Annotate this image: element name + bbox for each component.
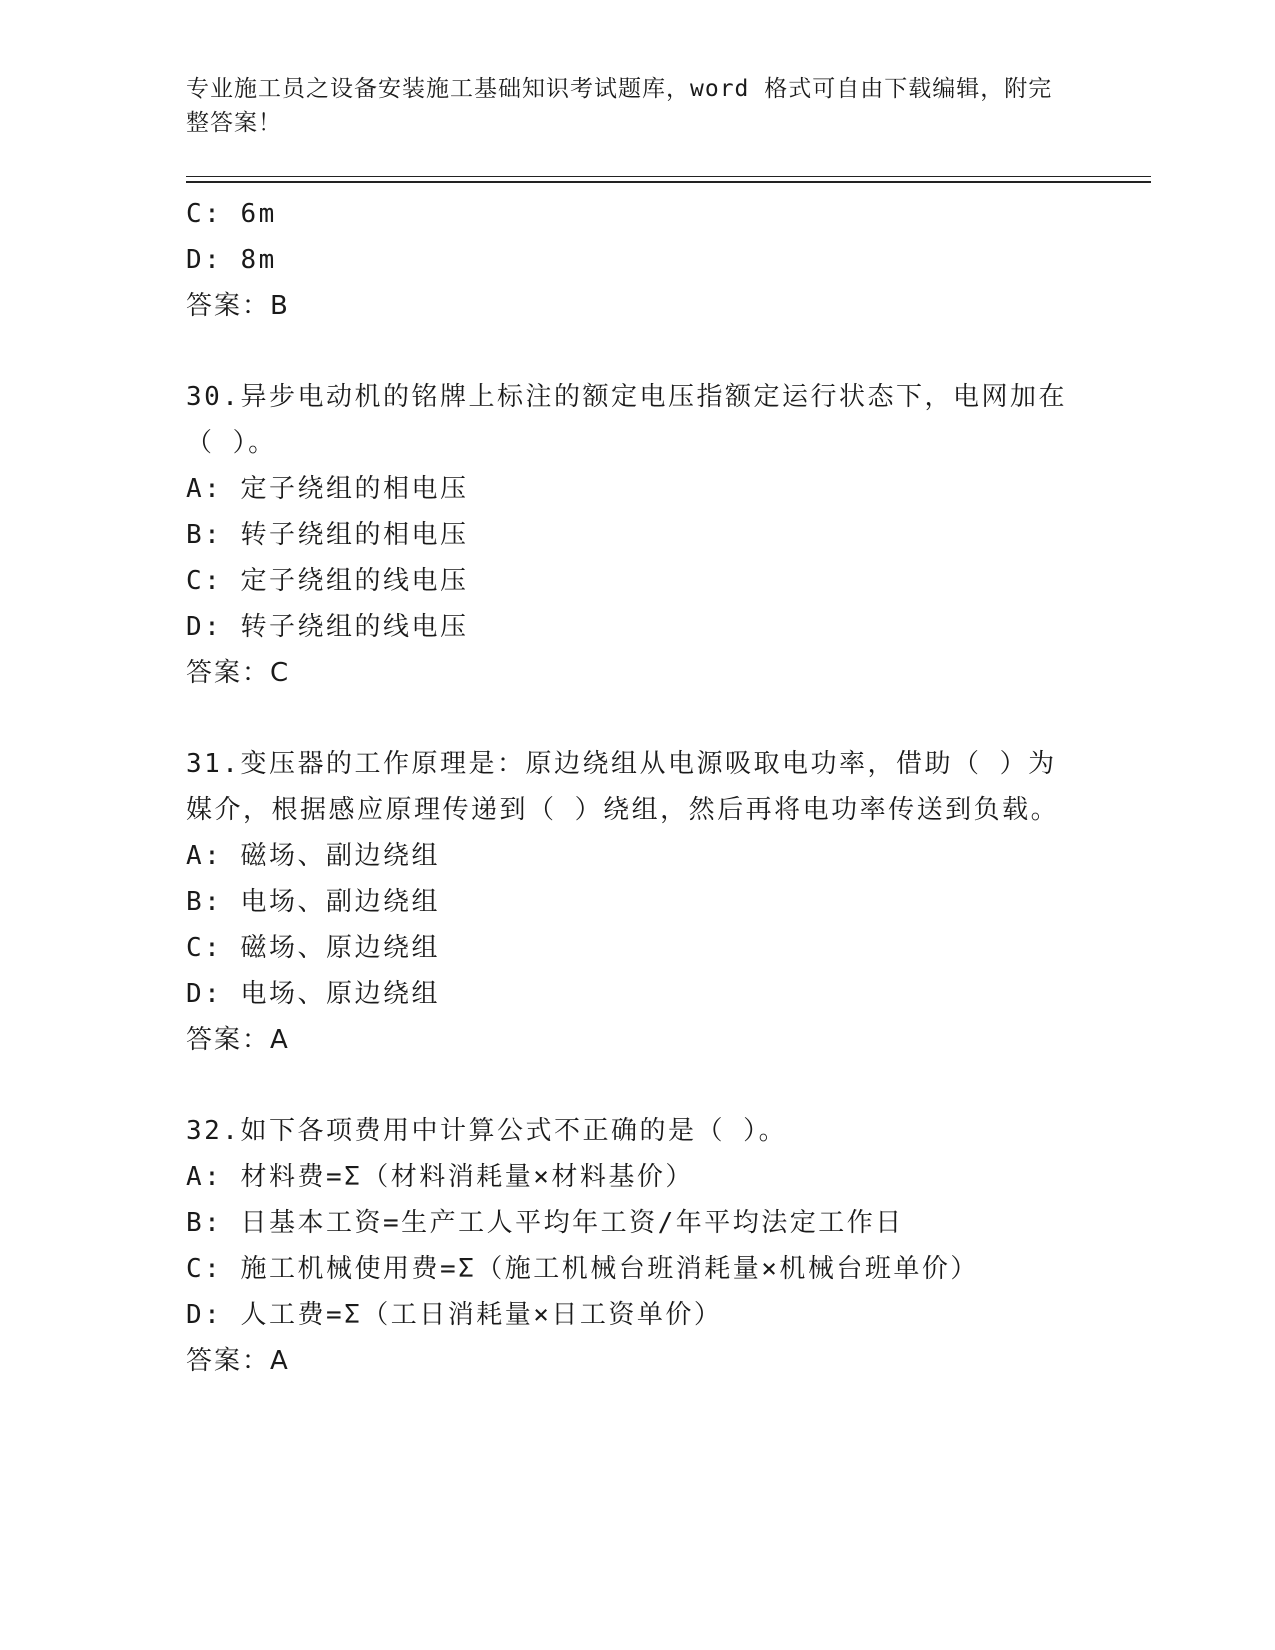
spacer	[186, 329, 1116, 374]
question-29-tail	[186, 191, 1116, 329]
option-b: B: 电场、副边绕组	[186, 887, 440, 917]
answer-line: 答案：C	[186, 658, 291, 688]
answer-line: 答案：A	[186, 1025, 290, 1055]
option-c: C: 定子绕组的线电压	[186, 566, 469, 596]
option-a: A: 材料费=Σ（材料消耗量×材料基价）	[186, 1162, 694, 1192]
question-stem-cont: （ ）。	[186, 428, 277, 458]
document-header	[186, 72, 1086, 140]
question-stem-cont: 媒介，根据感应原理传递到（ ）绕组，然后再将电功率传送到负载。	[186, 795, 1060, 825]
question-stem: 32.如下各项费用中计算公式不正确的是（ ）。	[186, 1116, 788, 1146]
question-30	[186, 374, 1116, 696]
option-b: B: 转子绕组的相电压	[186, 520, 469, 550]
header-divider-thick	[186, 181, 1151, 183]
option-c: C: 施工机械使用费=Σ（施工机械台班消耗量×机械台班单价）	[186, 1254, 979, 1284]
header-line-1: 专业施工员之设备安装施工基础知识考试题库，word 格式可自由下载编辑，附完	[186, 76, 1053, 102]
option-d: D: 8m	[186, 245, 277, 275]
question-stem: 30.异步电动机的铭牌上标注的额定电压指额定运行状态下，电网加在	[186, 382, 1067, 412]
option-a: A: 磁场、副边绕组	[186, 841, 440, 871]
option-b: B: 日基本工资=生产工人平均年工资/年平均法定工作日	[186, 1208, 904, 1238]
option-d: D: 电场、原边绕组	[186, 979, 440, 1009]
answer-line: 答案：B	[186, 291, 290, 321]
option-d: D: 人工费=Σ（工日消耗量×日工资单价）	[186, 1300, 723, 1330]
option-a: A: 定子绕组的相电压	[186, 474, 469, 504]
answer-line: 答案：A	[186, 1346, 290, 1376]
question-31	[186, 741, 1116, 1063]
question-list	[186, 191, 1116, 1384]
question-stem: 31.变压器的工作原理是：原边绕组从电源吸取电功率，借助（ ）为	[186, 749, 1057, 779]
option-d: D: 转子绕组的线电压	[186, 612, 469, 642]
spacer	[186, 696, 1116, 741]
option-c: C: 6m	[186, 199, 277, 229]
option-c: C: 磁场、原边绕组	[186, 933, 440, 963]
header-line-2: 整答案！	[186, 110, 282, 136]
question-32	[186, 1108, 1116, 1384]
header-divider-thin	[186, 176, 1151, 177]
spacer	[186, 1063, 1116, 1108]
